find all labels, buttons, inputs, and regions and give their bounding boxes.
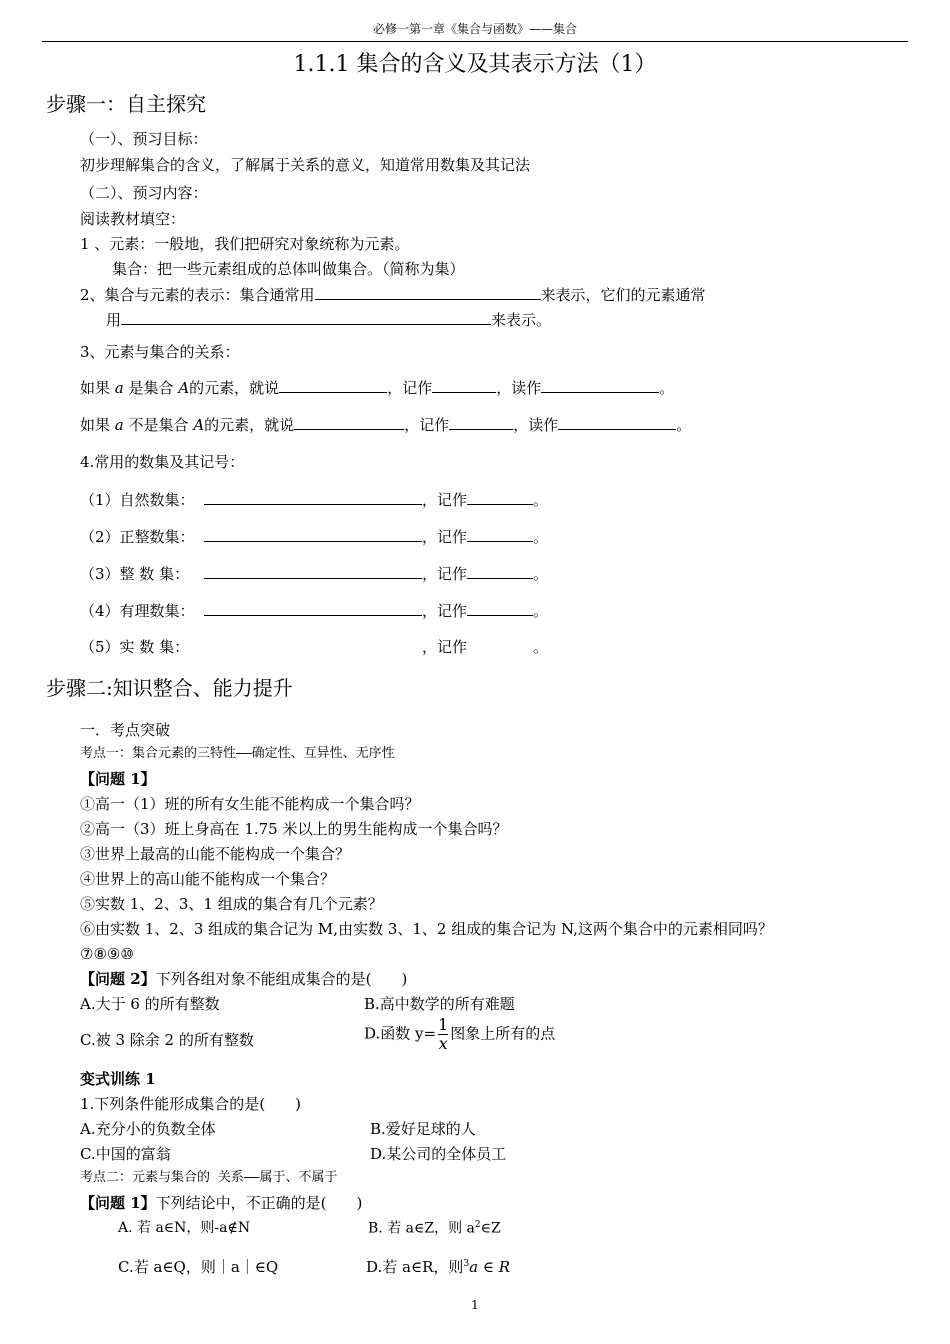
question-text: 下列各组对象不能组成集合的是( ) (155, 970, 408, 988)
option-a: A. 若 a∈N，则-a∉N (118, 1220, 251, 1236)
text: 2、集合与元素的表示：集合通常用 (80, 286, 315, 304)
q1-item: ⑥由实数 1、2、3 组成的集合记为 M,由实数 3、1、2 组成的集合记为 N,这两个集合中的元素相同吗？ (80, 920, 773, 938)
fill-blank[interactable] (204, 527, 422, 542)
goal-label: （一）、预习目标： (80, 130, 208, 148)
option-a: A.大于 6 的所有整数 (80, 995, 220, 1013)
option-c: C.若 a∈Q，则｜a｜∈Q (118, 1258, 279, 1276)
text: 图象上所有的点 (450, 1024, 556, 1043)
text: 。 (533, 528, 549, 546)
text: 来表示。 (491, 311, 552, 329)
text: 来表示，它们的元素通常 (540, 286, 706, 304)
var-a: a (114, 379, 124, 397)
fill-blank[interactable] (467, 527, 533, 542)
item-representation-2 (106, 310, 551, 329)
option-c: C.被 3 除余 2 的所有整数 (80, 1031, 254, 1049)
text: ，记作 (422, 491, 468, 509)
set-row (80, 527, 548, 546)
q1-item: ⑦⑧⑨⑩ (80, 945, 134, 963)
set-label: （3）整 数 集： (80, 565, 190, 583)
text: 不是集合 (128, 416, 189, 434)
step2-heading: 步骤二:知识整合、能力提升 (46, 676, 293, 700)
set-row (80, 601, 548, 620)
fraction (438, 1016, 448, 1053)
item-relation-heading: 3、元素与集合的关系： (80, 343, 240, 361)
option-b: B.高中数学的所有难题 (364, 995, 515, 1013)
fill-blank[interactable] (541, 378, 659, 393)
text: ，记作 (387, 379, 433, 397)
text: 如果 (80, 416, 111, 434)
variant-question: 1.下列条件能形成集合的是( ) (80, 1095, 302, 1113)
item-element-def: 1 、元素：一般地，我们把研究对象统称为元素。 (80, 235, 410, 253)
set-row (80, 490, 548, 509)
text: ，记作 (422, 638, 468, 656)
text: 的元素，就说 (189, 379, 280, 397)
question-label: 【问题 1】 (80, 1194, 156, 1212)
text: ∈Z (480, 1220, 501, 1237)
text: 。 (533, 491, 549, 509)
page-header: 必修一第一章《集合与函数》——集合 (372, 22, 577, 36)
text: ，读作 (513, 416, 559, 434)
fill-blank[interactable] (432, 378, 496, 393)
fill-blank[interactable] (449, 415, 513, 430)
relation-belongs (80, 378, 674, 397)
header-rule (42, 41, 908, 42)
denominator: x (438, 1034, 448, 1053)
fill-blank[interactable] (294, 415, 404, 430)
page-number: 1 (471, 1298, 479, 1312)
q1-item: ③世界上最高的山能不能构成一个集合？ (80, 845, 351, 863)
fill-blank[interactable] (204, 564, 422, 579)
var-a: a (114, 416, 124, 434)
option-b (368, 1220, 501, 1237)
item-number-sets: 4.常用的数集及其记号： (80, 453, 245, 471)
read-prompt: 阅读教材填空： (80, 210, 186, 228)
q1-item: ②高一（3）班上身高在 1.75 米以上的男生能构成一个集合吗？ (80, 820, 508, 838)
variant-label: 变式训练 1 (80, 1070, 156, 1088)
option-a: A.充分小的负数全体 (80, 1120, 216, 1138)
option-d (364, 1016, 555, 1053)
sub-heading: 一．考点突破 (80, 721, 171, 739)
text: ，记作 (422, 528, 468, 546)
q1-item: ⑤实数 1、2、3、1 组成的集合有几个元素？ (80, 895, 383, 913)
question-3 (80, 1194, 362, 1212)
set-row (80, 564, 548, 583)
text: 。 (676, 416, 692, 434)
text: D.函数 y= (364, 1024, 437, 1043)
text: a ∈ R (469, 1258, 510, 1276)
fill-blank[interactable] (204, 490, 422, 505)
set-row (80, 638, 548, 656)
set-label: （5）实 数 集： (80, 638, 190, 656)
page-title: 1.1.1 集合的含义及其表示方法（1） (293, 52, 657, 77)
text: 用 (106, 311, 122, 329)
var-A: A (193, 416, 205, 434)
text: 的元素，就说 (204, 416, 295, 434)
item-set-def: 集合：把一些元素组成的总体叫做集合。（简称为集） (112, 260, 465, 278)
text: 是集合 (128, 379, 174, 397)
fill-blank[interactable] (204, 601, 422, 616)
fill-blank[interactable] (121, 310, 491, 325)
fill-blank[interactable] (467, 564, 533, 579)
text: 。 (659, 379, 675, 397)
q1-item: ④世界上的高山能不能构成一个集合？ (80, 870, 336, 888)
kaodian-1: 考点一：集合元素的三特性——确定性、互异性、无序性 (80, 746, 395, 761)
numerator: 1 (438, 1015, 449, 1034)
content-label: （二）、预习内容： (80, 184, 208, 202)
text: ，记作 (422, 565, 468, 583)
text: ，记作 (422, 602, 468, 620)
text: 如果 (80, 379, 111, 397)
option-d (366, 1258, 510, 1276)
var-A: A (178, 379, 190, 397)
text: 。 (533, 638, 549, 656)
fill-blank[interactable] (467, 601, 533, 616)
text: B. 若 a∈Z，则 a (368, 1220, 475, 1237)
fill-blank[interactable] (279, 378, 387, 393)
fill-blank[interactable] (315, 285, 541, 300)
text: ，读作 (496, 379, 542, 397)
text: 。 (533, 602, 549, 620)
question-text: 下列结论中，不正确的是( ) (155, 1194, 363, 1212)
fill-blank[interactable] (558, 415, 676, 430)
goal-text: 初步理解集合的含义，了解属于关系的意义，知道常用数集及其记法 (80, 156, 531, 174)
option-c: C.中国的富翁 (80, 1145, 171, 1163)
fill-blank[interactable] (467, 490, 533, 505)
superscript: 2 (474, 1220, 481, 1230)
question-label: 【问题 2】 (80, 970, 156, 988)
superscript: 3 (463, 1259, 470, 1269)
step1-heading: 步骤一：自主探究 (46, 92, 206, 116)
text: 。 (533, 565, 549, 583)
option-d: D.某公司的全体员工 (370, 1145, 507, 1163)
q1-item: ①高一（1）班的所有女生能不能构成一个集合吗？ (80, 795, 420, 813)
question-label: 【问题 1】 (80, 770, 156, 788)
relation-not-belongs (80, 415, 691, 434)
set-label: （4）有理数集： (80, 602, 195, 620)
set-label: （2）正整数集： (80, 528, 195, 546)
option-b: B.爱好足球的人 (370, 1120, 476, 1138)
item-representation (80, 285, 706, 304)
set-label: （1）自然数集： (80, 491, 195, 509)
question-2 (80, 970, 407, 988)
text: ，记作 (404, 416, 450, 434)
text: D.若 a∈R，则 (366, 1258, 464, 1276)
kaodian-2: 考点二：元素与集合的 关系——属于、不属于 (80, 1170, 338, 1185)
